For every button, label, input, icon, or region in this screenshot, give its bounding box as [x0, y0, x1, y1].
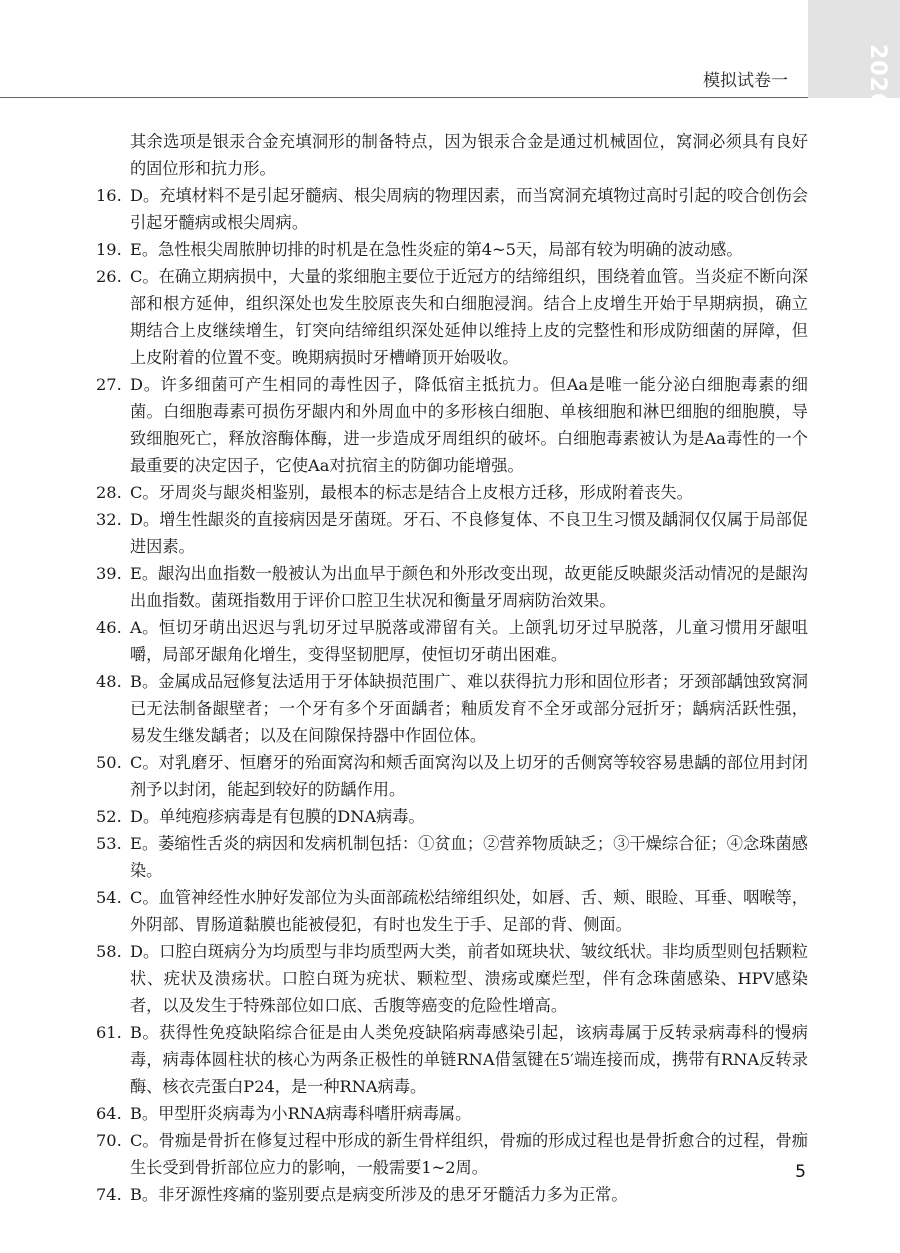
answer-item — [96, 182, 808, 236]
year-tab — [808, 0, 900, 110]
item-text: B。非牙源性疼痛的鉴别要点是病变所涉及的患牙牙髓活力多为正常。 — [130, 1185, 628, 1204]
item-number: 52. — [96, 807, 122, 826]
item-number: 58. — [96, 942, 122, 961]
answer-item — [96, 1100, 808, 1127]
answer-item — [96, 479, 808, 506]
header-divider — [0, 97, 808, 98]
answer-item — [96, 938, 808, 1019]
answer-item — [96, 803, 808, 830]
answer-item — [96, 560, 808, 614]
item-number: 70. — [96, 1131, 122, 1150]
answer-item — [96, 668, 808, 749]
item-text: D。单纯疱疹病毒是有包膜的DNA病毒。 — [130, 807, 425, 826]
item-number: 28. — [96, 483, 122, 502]
item-text: B。金属成品冠修复法适用于牙体缺损范围广、难以获得抗力形和固位形者；牙颈部龋蚀致窝洞已无法制备龈壁者；一个牙有多个牙面龋者；釉质发育不全牙或部分冠折牙；龋病活跃性强，易发生继发龋者；以及在间隙保持器中作固位体。 — [130, 672, 808, 745]
answer-item — [96, 506, 808, 560]
item-number: 27. — [96, 375, 122, 394]
item-text: E。急性根尖周脓肿切排的时机是在急性炎症的第4~5天，局部有较为明确的波动感。 — [130, 240, 743, 259]
item-text: C。骨痂是骨折在修复过程中形成的新生骨样组织，骨痂的形成过程也是骨折愈合的过程，骨痂生长受到骨折部位应力的影响，一般需要1~2周。 — [130, 1131, 808, 1177]
item-text: C。对乳磨牙、恒磨牙的殆面窝沟和颊舌面窝沟以及上切牙的舌侧窝等较容易患龋的部位用封闭剂予以封闭，能起到较好的防龋作用。 — [130, 753, 808, 799]
item-text: D。口腔白斑病分为均质型与非均质型两大类，前者如斑块状、皱纹纸状。非均质型则包括颗粒状、疣状及溃疡状。口腔白斑为疣状、颗粒型、溃疡或糜烂型，伴有念珠菌感染、HPV感染者，以及发生于特殊部位如口底、舌腹等癌变的危险性增高。 — [130, 942, 808, 1015]
year-label: 2026 — [865, 44, 890, 110]
item-text: E。龈沟出血指数一般被认为出血早于颜色和外形改变出现，故更能反映龈炎活动情况的是龈沟出血指数。菌斑指数用于评价口腔卫生状况和衡量牙周病防治效果。 — [130, 564, 808, 610]
item-number: 46. — [96, 618, 122, 637]
continuation-paragraph: 其余选项是银汞合金充填洞形的制备特点，因为银汞合金是通过机械固位，窝洞必须具有良好的固位形和抗力形。 — [130, 132, 808, 178]
item-text: C。在确立期病损中，大量的浆细胞主要位于近冠方的结缔组织，围绕着血管。当炎症不断向深部和根方延伸，组织深处也发生胶原丧失和白细胞浸润。结合上皮增生开始于早期病损，确立期结合上皮继续增生，钉突向结缔组织深处延伸以维持上皮的完整性和形成防细菌的屏障，但上皮附着的位置不变。晚期病损时牙槽嵴顶开始吸收。 — [130, 267, 808, 367]
item-text: C。血管神经性水肿好发部位为头面部疏松结缔组织处，如唇、舌、颊、眼睑、耳垂、咽喉等，外阴部、胃肠道黏膜也能被侵犯，有时也发生于手、足部的背、侧面。 — [130, 888, 808, 934]
item-number: 53. — [96, 834, 122, 853]
item-text: B。获得性免疫缺陷综合征是由人类免疫缺陷病毒感染引起，该病毒属于反转录病毒科的慢病毒，病毒体圆柱状的核心为两条正极性的单链RNA借氢键在5′端连接而成，携带有RNA反转录酶、核衣壳蛋白P24，是一种RNA病毒。 — [130, 1023, 808, 1096]
answer-item — [96, 830, 808, 884]
answer-item — [96, 263, 808, 371]
answer-item — [96, 1181, 808, 1208]
item-text: D。增生性龈炎的直接病因是牙菌斑。牙石、不良修复体、不良卫生习惯及龋洞仅仅属于局部促进因素。 — [130, 510, 808, 556]
item-text: D。许多细菌可产生相同的毒性因子，降低宿主抵抗力。但Aa是唯一能分泌白细胞毒素的细菌。白细胞毒素可损伤牙龈内和外周血中的多形核白细胞、单核细胞和淋巴细胞的细胞膜，导致细胞死亡，释放溶酶体酶，进一步造成牙周组织的破坏。白细胞毒素被认为是Aa毒性的一个最重要的决定因子，它使Aa对抗宿主的防御功能增强。 — [130, 375, 808, 475]
item-text: B。甲型肝炎病毒为小RNA病毒科嗜肝病毒属。 — [130, 1104, 472, 1123]
answer-item — [96, 749, 808, 803]
answer-item — [96, 371, 808, 479]
answer-explanations — [96, 128, 808, 1208]
item-text: C。牙周炎与龈炎相鉴别，最根本的标志是结合上皮根方迁移，形成附着丧失。 — [130, 483, 693, 502]
page-number: 5 — [795, 1162, 806, 1182]
answer-item — [96, 884, 808, 938]
item-number: 54. — [96, 888, 122, 907]
item-number: 48. — [96, 672, 122, 691]
item-text: E。萎缩性舌炎的病因和发病机制包括：①贫血；②营养物质缺乏；③干燥综合征；④念珠菌感染。 — [130, 834, 808, 880]
answer-item — [96, 236, 808, 263]
item-number: 32. — [96, 510, 122, 529]
item-number: 19. — [96, 240, 122, 259]
item-number: 61. — [96, 1023, 122, 1042]
answer-item — [96, 1019, 808, 1100]
item-number: 64. — [96, 1104, 122, 1123]
item-number: 74. — [96, 1185, 122, 1204]
item-number: 39. — [96, 564, 122, 583]
answer-item — [96, 1127, 808, 1181]
answer-item — [96, 614, 808, 668]
answer-list — [96, 182, 808, 1208]
item-number: 50. — [96, 753, 122, 772]
item-text: D。充填材料不是引起牙髓病、根尖周病的物理因素，而当窝洞充填物过高时引起的咬合创伤会引起牙髓病或根尖周病。 — [130, 186, 808, 232]
item-number: 26. — [96, 267, 122, 286]
page-header-title: 模拟试卷一 — [703, 71, 788, 91]
item-number: 16. — [96, 186, 122, 205]
item-text: A。恒切牙萌出迟迟与乳切牙过早脱落或滞留有关。上颌乳切牙过早脱落，儿童习惯用牙龈咀嚼，局部牙龈角化增生，变得坚韧肥厚，使恒切牙萌出困难。 — [130, 618, 808, 664]
